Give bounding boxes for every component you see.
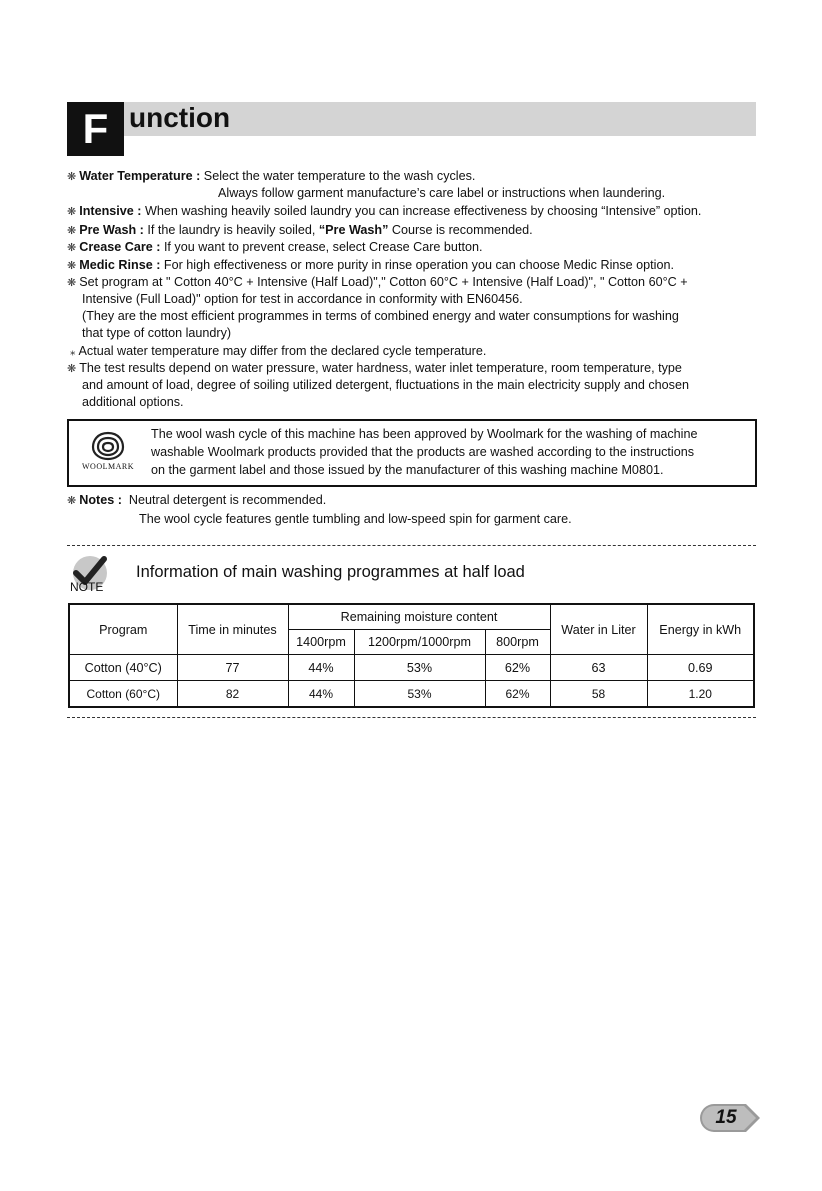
table-row: [69, 681, 754, 708]
cell-energy: 1.20: [647, 681, 754, 708]
cell-time: 82: [177, 681, 288, 708]
item-set-program: ❋ Set program at " Cotton 40°C + Intensive (Half Load)"," Cotton 60°C + Intensive (Half Load)", " Cotton 60°C +: [67, 275, 688, 289]
header-moisture: Remaining moisture content: [288, 604, 550, 630]
header-energy: Energy in kWh: [647, 604, 754, 655]
item-intensive: ❋ Intensive : When washing heavily soiled laundry you can increase effectiveness by choosing “Intensive” option.: [67, 204, 702, 218]
woolmark-icon: [79, 427, 137, 479]
woolmark-logo-text: WOOLMARK: [82, 462, 134, 471]
cell-m1200: 53%: [354, 681, 485, 708]
section-title: unction: [129, 102, 231, 133]
item-crease-care: ❋ Crease Care : If you want to prevent crease, select Crease Care button.: [67, 240, 483, 254]
note-title: Information of main washing programmes at half load: [136, 563, 525, 581]
header-800rpm: 800rpm: [485, 630, 550, 655]
header-1200rpm: 1200rpm/1000rpm: [354, 630, 485, 655]
cell-m800: 62%: [485, 681, 550, 708]
table-header-row: [69, 604, 754, 630]
cell-m1400: 44%: [288, 681, 354, 708]
woolmark-line: The wool wash cycle of this machine has been approved by Woolmark for the washing of machine: [151, 427, 698, 441]
note-label: NOTE: [70, 580, 104, 594]
page-number-badge: [700, 1104, 760, 1132]
woolmark-line: washable Woolmark products provided that the products are washed according to the instructions: [151, 445, 694, 459]
header-program: Program: [69, 604, 177, 655]
divider: [67, 545, 756, 546]
cell-time: 77: [177, 655, 288, 681]
header-1400rpm: 1400rpm: [288, 630, 354, 655]
cell-m800: 62%: [485, 655, 550, 681]
item-set-program-line4: that type of cotton laundry): [82, 326, 232, 340]
notes: ❋ Notes : Neutral detergent is recommended.: [67, 493, 327, 507]
page-number: 15: [715, 1107, 737, 1128]
woolmark-line: on the garment label and those issued by the manufacturer of this washing machine M0801.: [151, 463, 664, 477]
cell-program: Cotton (60°C): [69, 681, 177, 708]
divider: [67, 717, 756, 718]
item-set-program-line3: (They are the most efficient programmes in terms of combined energy and water consumptions for washing: [82, 309, 679, 323]
cell-program: Cotton (40°C): [69, 655, 177, 681]
notes-line2: The wool cycle features gentle tumbling and low-speed spin for garment care.: [139, 512, 572, 526]
section-initial: F: [67, 102, 124, 156]
table-row: [69, 655, 754, 681]
note-icon: [68, 555, 116, 597]
item-medic-rinse: ❋ Medic Rinse : For high effectiveness or more purity in rinse operation you can choose Medic Rinse option.: [67, 258, 674, 272]
cell-m1200: 53%: [354, 655, 485, 681]
woolmark-text: [151, 425, 751, 479]
cell-energy: 0.69: [647, 655, 754, 681]
item-pre-wash: ❋ Pre Wash : If the laundry is heavily soiled, “Pre Wash” Course is recommended.: [67, 223, 533, 237]
cell-water: 58: [550, 681, 647, 708]
item-test-results-line3: additional options.: [82, 395, 184, 409]
programs-table: [68, 603, 755, 708]
item-set-program-line2: Intensive (Full Load)" option for test in accordance in conformity with EN60456.: [82, 292, 523, 306]
item-water-temperature-note: Always follow garment manufacture’s care label or instructions when laundering.: [218, 186, 666, 200]
cell-water: 63: [550, 655, 647, 681]
header-time: Time in minutes: [177, 604, 288, 655]
item-test-results-line2: and amount of load, degree of soiling utilized detergent, fluctuations in the main electricity supply and chosen: [82, 378, 689, 392]
header-water: Water in Liter: [550, 604, 647, 655]
item-test-results: ❋ The test results depend on water pressure, water hardness, water inlet temperature, room temperature, type: [67, 361, 682, 375]
woolmark-box: [67, 419, 757, 487]
woolmark-logo: [79, 427, 137, 479]
item-water-temperature: ❋ Water Temperature : Select the water temperature to the wash cycles.: [67, 169, 476, 183]
cell-m1400: 44%: [288, 655, 354, 681]
item-actual-temperature: ⁎ Actual water temperature may differ from the declared cycle temperature.: [70, 344, 487, 358]
